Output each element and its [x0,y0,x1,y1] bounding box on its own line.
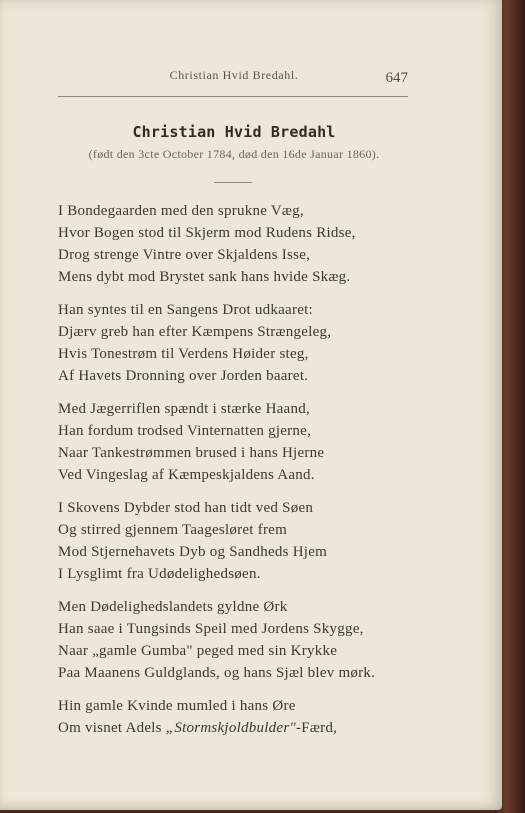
verse-line: Hvor Bogen stod til Skjerm mod Rudens Ridse, [58,225,356,241]
verse-line: Han fordum trodsed Vinternatten gjerne, [58,423,312,439]
verse-line: Af Havets Dronning over Jorden baaret. [58,368,309,384]
header-rule [58,96,408,97]
verse-line: Djærv greb han efter Kæmpens Strængeleg, [58,324,332,340]
verse-line: Hin gamle Kvinde mumled i hans Øre [58,698,296,714]
verse-line: Naar „gamle Gumba" peged med sin Krykke [58,643,338,659]
verse-text: -Færd, [295,720,338,736]
verse-line: Mens dybt mod Brystet sank hans hvide Skæg. [58,269,351,285]
verse-line: Naar Tankestrømmen brused i hans Hjerne [58,445,325,461]
verse-line: Drog strenge Vintre over Skjaldens Isse, [58,247,311,263]
running-head: Christian Hvid Bredahl. [169,68,299,82]
stanza [58,299,418,387]
poem-subtitle: (født den 3cte October 1784, død den 16de Januar 1860). [88,147,380,161]
stanza [58,596,418,684]
page-number: 647 [385,70,408,86]
stanza [58,695,418,739]
verse-text: Om visnet Adels [58,720,166,736]
verse-line: Mod Stjernehavets Dyb og Sandheds Hjem [58,544,328,560]
verse-line: Ved Vingeslag af Kæmpeskjaldens Aand. [58,467,315,483]
poem-title: Christian Hvid Bredahl [132,123,336,141]
stanza [58,497,418,585]
verse-line: I Skovens Dybder stod han tidt ved Søen [58,500,314,516]
verse-line: I Bondegaarden med den sprukne Væg, [58,203,304,219]
verse-line: I Lysglimt fra Udødelighedsøen. [58,566,261,582]
stanza [58,200,418,288]
verse-line: Og stirred gjennem Taagesløret frem [58,522,288,538]
poem-body [58,200,418,750]
title-divider [214,182,252,183]
verse-line: Paa Maanens Guldglands, og hans Sjæl blev mørk. [58,665,376,681]
page-header [60,68,408,90]
verse-line: Men Dødelighedslandets gyldne Ørk [58,599,288,615]
italic-quote: „Stormskjoldbulder" [165,720,296,736]
verse-line: Han saae i Tungsinds Speil med Jordens Skygge, [58,621,364,637]
verse-line: Han syntes til en Sangens Drot udkaaret: [58,302,313,318]
verse-line: Med Jægerriflen spændt i stærke Haand, [58,401,310,417]
verse-line [58,717,418,739]
stanza [58,398,418,486]
verse-line: Hvis Tonestrøm til Verdens Høider steg, [58,346,309,362]
